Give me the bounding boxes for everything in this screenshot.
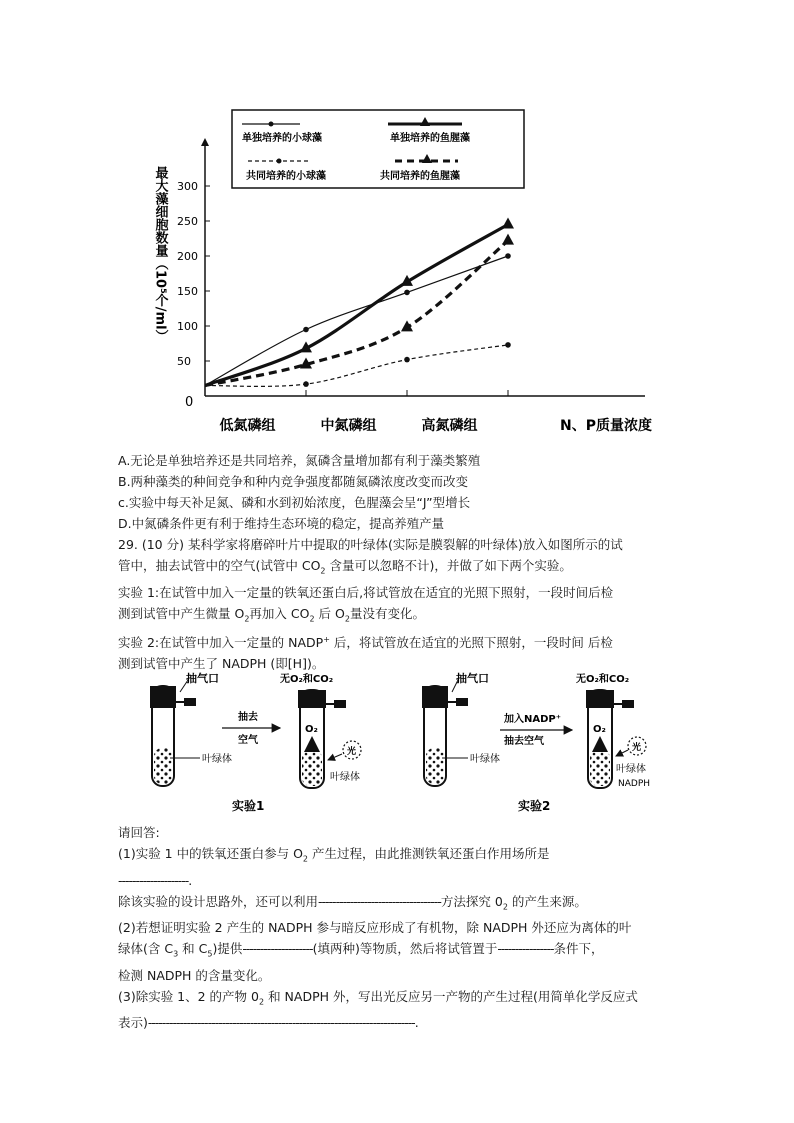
chart-legend [232,110,524,188]
legend-series-1: 单独培养的小球藻 [242,133,322,144]
q1-blank-2[interactable]: ----------------------------------- [318,893,441,909]
y-tick-label: 300 [177,180,198,193]
arrow-1 [222,710,280,746]
series-3-point [505,342,511,348]
ask-line: 请回答: [118,825,160,840]
y-axis-label: 最大藻细胞数量（10⁵个/ml） [152,166,168,343]
series-1-point [505,253,511,259]
x-tick-label: 低氮磷组 [219,418,276,434]
series-2-point [502,218,514,229]
x-tick-label: 高氮磷组 [421,418,478,434]
chloroplast-label-2: 叶绿体 [330,772,360,783]
q2-line-2: 绿体(含 $C_3$ 和 $C_5$)提供--------------------(填两种)等物质，然后将试管置于----------------条件下， [118,941,604,959]
exp1-line-2: 测到试管中产生微量 $O_2$再加入 $CO_2$ 后 $O_2$量没有变化。 [118,605,425,623]
series-3-point [303,381,309,387]
series-line-1 [205,256,508,386]
q3-line-1: (3)除实验 1、2 的产物 $0_2$ 和 NADPH 外，写出光反应另一产物的产生过程(用简单化学反应式 [118,988,638,1006]
q2-blank-1[interactable]: -------------------- [242,941,313,956]
y-tick-label: 150 [177,285,198,298]
y-axis-arrow [201,138,209,146]
growth-chart [150,104,670,444]
x-axis-label: N、P质量浓度 [560,418,652,434]
series-4-point [502,234,514,245]
q2-blank-2[interactable]: ---------------- [497,941,554,956]
legend-series-3: 共同培养的小球藻 [246,171,326,182]
chloroplast-label-1: 叶绿体 [202,754,232,765]
chloroplast-label-3: 叶绿体 [470,754,500,765]
exp1-line-1: 实验 1:在试管中加入一定量的铁氧还蛋白后,将试管放在适宜的光照下照射，一段时间后检 [118,584,614,600]
q2-line-1: (2)若想证明实验 2 产生的 NADPH 参与暗反应形成了有机物，除 NADPH 外还应为离体的叶 [118,920,632,935]
tube-3 [422,671,500,786]
arrow-1-label-b: 空气 [238,735,258,746]
series-line-3 [205,345,508,386]
q1-blank-1[interactable]: --------------------. [118,872,192,888]
legend-series-4: 共同培养的鱼腥藻 [380,171,460,182]
chloroplast-label-4: 叶绿体 [616,764,646,775]
series-1-point [303,327,309,333]
questions-block [118,822,678,1033]
experiment-figure [140,668,660,818]
question-text [118,450,678,674]
port-label-2: 抽气口 [456,672,489,685]
arrow-2 [500,712,572,747]
tube-1 [150,671,232,786]
exp2-line-1: 实验 2:在试管中加入一定量的 NADP+ 后，将试管放在适宜的光照下照射，一段时间 后检 [118,635,613,651]
series-line-4 [205,241,508,386]
chart-svg [150,104,670,444]
caption-exp-1: 实验1 [232,799,265,813]
chart-series [205,218,514,387]
q3-line-2: 表示)----------------------------------------------------------------------------. [118,1015,418,1030]
exp2-line-2: 测到试管中产生了 NADPH (即[H])。 [118,656,325,672]
top-label-2: 无O₂和CO₂ [576,674,630,685]
apparatus-svg [140,668,660,818]
q3-blank[interactable]: ----------------------------------------------------------------------------. [147,1015,418,1030]
top-label-1: 无O₂和CO₂ [280,674,334,685]
arrow-1-label-a: 抽去 [238,712,258,723]
y-tick-label: 50 [177,355,191,368]
sun-label-2: 光 [632,743,642,753]
y-tick-label: 250 [177,215,198,228]
q29-intro-2: 管中，抽去试管中的空气(试管中 $CO_2$ 含量可以忽略不计)，并做了如下两个实验。 [118,558,572,576]
q29-intro-1: 29. (10 分) 某科学家将磨碎叶片中提取的叶绿体(实际是膜裂解的叶绿体)放入如图所示的试 [118,537,623,552]
series-1-point [404,290,410,296]
o2-label-2: O₂ [593,724,606,735]
q1-line-1: (1)实验 1 中的铁氧还蛋白参与 $O_2$ 产生过程，由此推测铁氧还蛋白作用场所是 [118,846,550,864]
tube-4 [576,672,650,789]
y-tick-label: 0 [185,395,194,410]
q2-line-3: 检测 NADPH 的含量变化。 [118,967,271,983]
sun-label-1: 光 [347,747,357,757]
option-d: D.中氮磷条件更有利于维持生态环境的稳定，提高养殖产量 [118,516,445,531]
arrow-2-label-a: 加入NADP⁺ [504,714,562,725]
y-tick-label: 100 [177,320,198,333]
series-3-point [404,357,410,363]
option-c: c.实验中每天补足氮、磷和水到初始浓度，色腥藻会呈“J”型增长 [118,495,471,510]
nadph-label: NADPH [618,779,651,789]
series-line-2 [205,225,508,386]
port-label-1: 抽气口 [186,672,219,685]
legend-series-2: 单独培养的鱼腥藻 [390,133,470,144]
option-a: A.无论是单独培养还是共同培养，氮磷含量增加都有利于藻类繁殖 [118,453,481,468]
caption-exp-2: 实验2 [518,799,551,813]
q1-line-2: 除该实验的设计思路外，还可以利用-----------------------------------方法探究 $0_2$ 的产生来源。 [118,893,587,911]
x-tick-label: 中氮磷组 [320,418,377,434]
option-b: B.两种藻类的种间竞争和种内竞争强度都随氮磷浓度改变而改变 [118,474,469,489]
o2-label-1: O₂ [305,724,318,735]
y-tick-label: 200 [177,250,198,263]
arrow-2-label-b: 抽去空气 [504,736,544,747]
tube-2 [280,672,361,788]
